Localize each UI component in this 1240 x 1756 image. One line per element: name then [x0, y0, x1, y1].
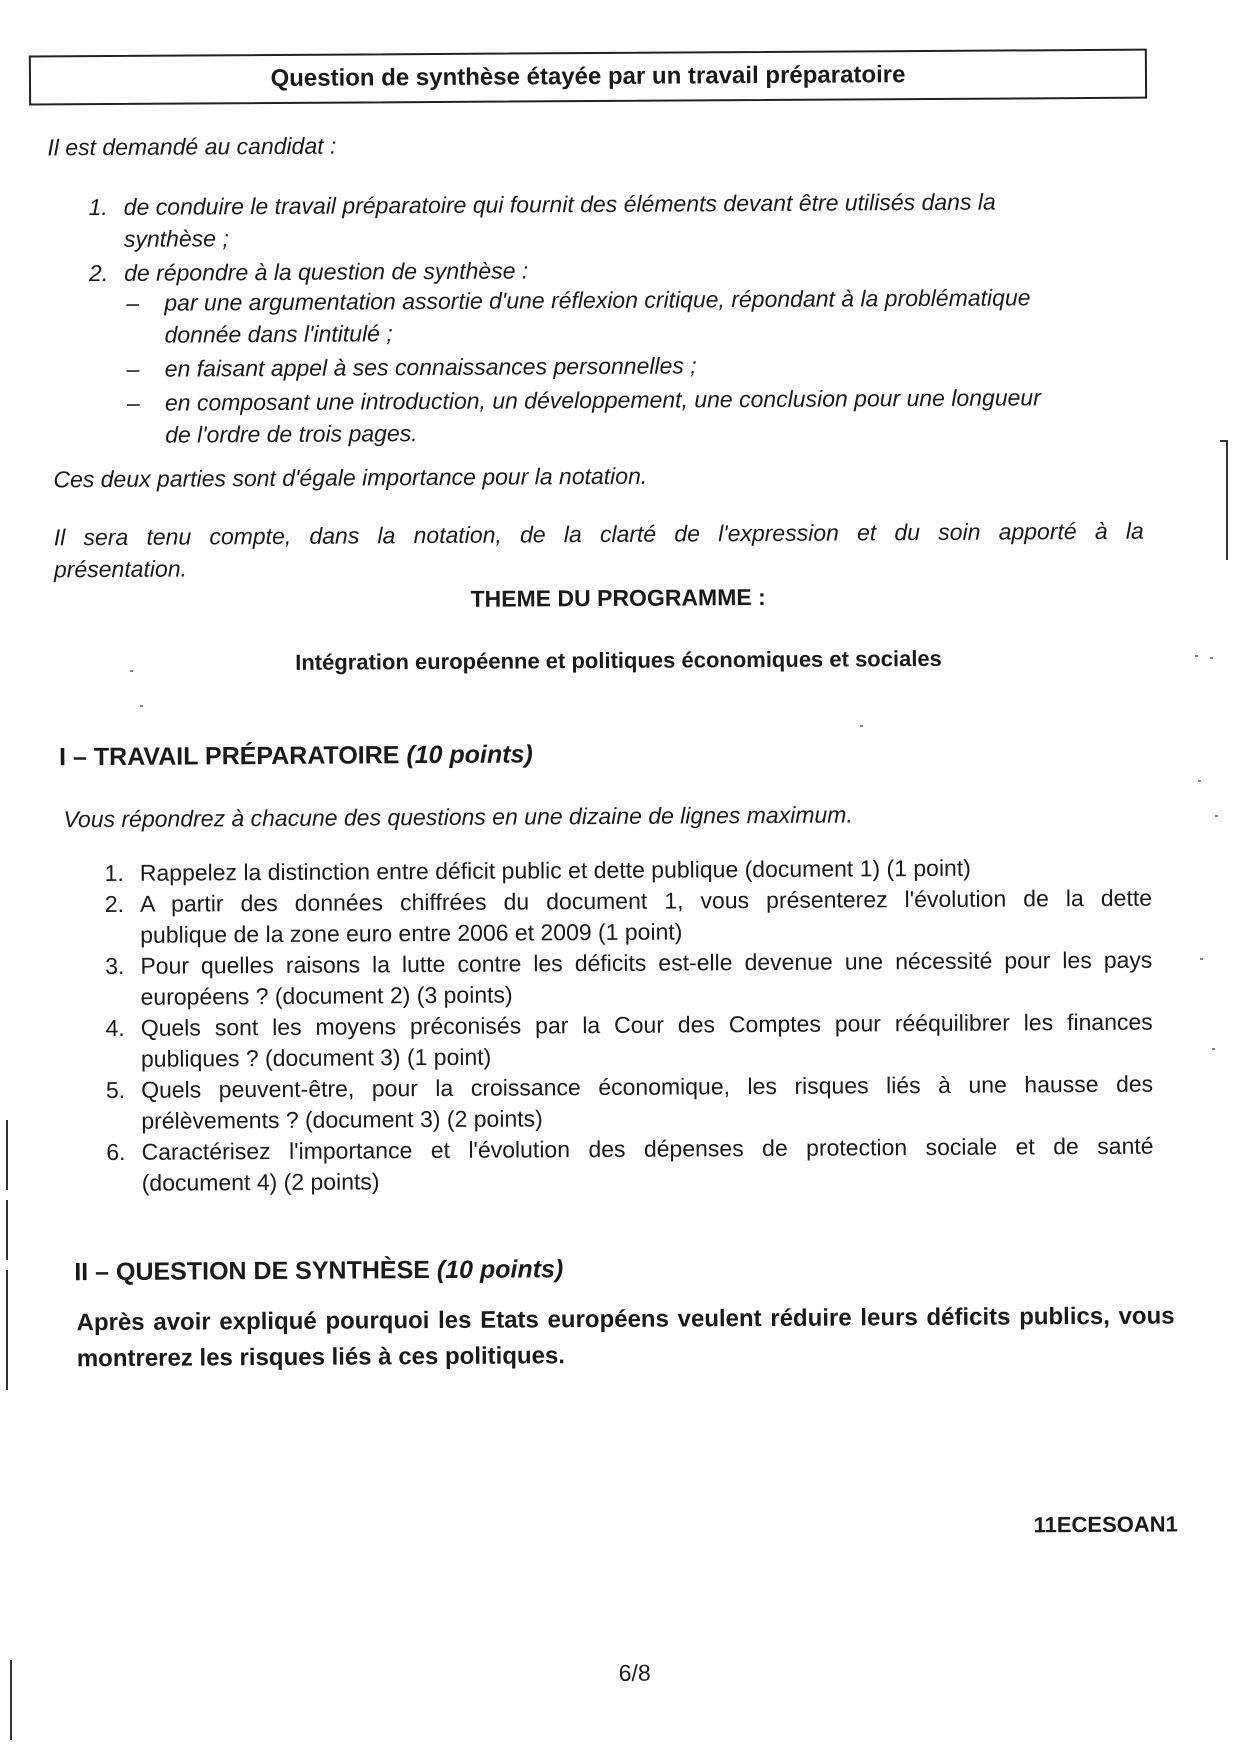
question-text: A partir des données chiffrées du document 1, vous présenterez l'évolution de la dette [139, 884, 1153, 917]
question-text: Pour quelles raisons la lutte contre les déficits est-elle devenue une nécessité pour les pays [140, 946, 1153, 979]
question-text: publiques ? (document 3) (1 point) [140, 1043, 492, 1072]
question-text: prélèvements ? (document 3) (2 points) [141, 1105, 543, 1134]
question-text: européens ? (document 2) (3 points) [140, 981, 513, 1010]
question-text: Caractérisez l'importance et l'évolution des dépenses de protection sociale et de santé [141, 1132, 1154, 1165]
question-number: 1. [104, 859, 124, 887]
page-number: 6/8 [618, 1659, 651, 1686]
scan-speck [1200, 958, 1203, 960]
dash-bullet: – [126, 355, 140, 382]
theme-heading: THEME DU PROGRAMME : [470, 583, 766, 612]
scan-edge-mark [1220, 440, 1228, 442]
scan-speck [1198, 780, 1201, 782]
question-text: (document 4) (2 points) [141, 1168, 380, 1196]
presentation-note-cont: présentation. [53, 555, 188, 583]
part2-points: (10 points) [436, 1255, 564, 1285]
instruction-sub-text: donnée dans l'intitulé ; [164, 320, 393, 348]
question-text: Quels peuvent-être, pour la croissance économique, les risques liés à une hausse des [141, 1070, 1154, 1103]
instruction-number: 2. [88, 259, 109, 287]
question-number: 3. [105, 952, 125, 980]
part1-instruction: Vous répondrez à chacune des questions en une dizaine de lignes maximum. [63, 801, 853, 833]
question-text: Quels sont les moyens préconisés par la Cour des Comptes pour rééquilibrer les finances [140, 1008, 1153, 1041]
page-title: Question de synthèse étayée par un travail préparatoire [270, 61, 906, 92]
scan-speck [140, 705, 143, 707]
part2-heading [74, 1255, 563, 1287]
scan-speck [1215, 815, 1218, 817]
scan-speck [860, 725, 863, 727]
scan-edge-mark [6, 1200, 8, 1260]
question-text: publique de la zone euro entre 2006 et 2009 (1 point) [140, 918, 683, 948]
question-number: 5. [105, 1076, 126, 1104]
part1-heading [59, 740, 533, 772]
question-number: 4. [105, 1014, 125, 1042]
instruction-sub-text: de l'ordre de trois pages. [165, 420, 418, 448]
instruction-text: de répondre à la question de synthèse : [124, 257, 529, 286]
instruction-text: de conduire le travail préparatoire qui fournit des éléments devant être utilisés dans la [123, 188, 996, 220]
scan-speck [1195, 655, 1198, 657]
part1-title: I – TRAVAIL PRÉPARATOIRE [59, 741, 400, 772]
scan-edge-mark [10, 1660, 12, 1740]
question-number: 2. [104, 890, 125, 918]
exam-code: 11ECESOAN1 [1033, 1511, 1178, 1538]
scan-speck [1210, 657, 1213, 659]
scan-edge-mark [1226, 440, 1228, 560]
question-text: Rappelez la distinction entre déficit public et dette publique (document 1) (1 point) [139, 854, 971, 886]
scan-edge-mark [6, 1270, 8, 1390]
part2-title: II – QUESTION DE SYNTHÈSE [74, 1256, 430, 1287]
part1-points: (10 points) [406, 740, 533, 770]
presentation-note: Il sera tenu compte, dans la notation, de la clarté de l'expression et du soin apporté à la [53, 517, 1144, 551]
instruction-text: synthèse ; [123, 225, 229, 252]
scan-edge-mark [6, 1120, 8, 1190]
question-number: 6. [106, 1138, 126, 1166]
instruction-sub-text: en composant une introduction, un développement, une conclusion pour une longueur [164, 384, 1041, 416]
instruction-number: 1. [88, 193, 108, 221]
instruction-sub-text: en faisant appel à ses connaissances personnelles ; [164, 352, 697, 382]
scan-speck [1212, 1048, 1215, 1050]
instruction-sub-text: par une argumentation assortie d'une réflexion critique, répondant à la problématique [164, 284, 1031, 316]
dash-bullet: – [126, 289, 140, 316]
scan-speck [130, 670, 133, 672]
page-title-box [29, 49, 1147, 106]
equal-importance-note: Ces deux parties sont d'égale importance pour la notation. [53, 462, 648, 493]
instructions-intro: Il est demandé au candidat : [47, 132, 337, 161]
dash-bullet: – [126, 389, 140, 416]
theme-subtitle: Intégration européenne et politiques économiques et sociales [295, 645, 942, 675]
synthesis-question: Après avoir expliqué pourquoi les Etats européens veulent réduire leurs déficits publics, vous montrerez les risques liés à ces politiques. [76, 1302, 1175, 1373]
